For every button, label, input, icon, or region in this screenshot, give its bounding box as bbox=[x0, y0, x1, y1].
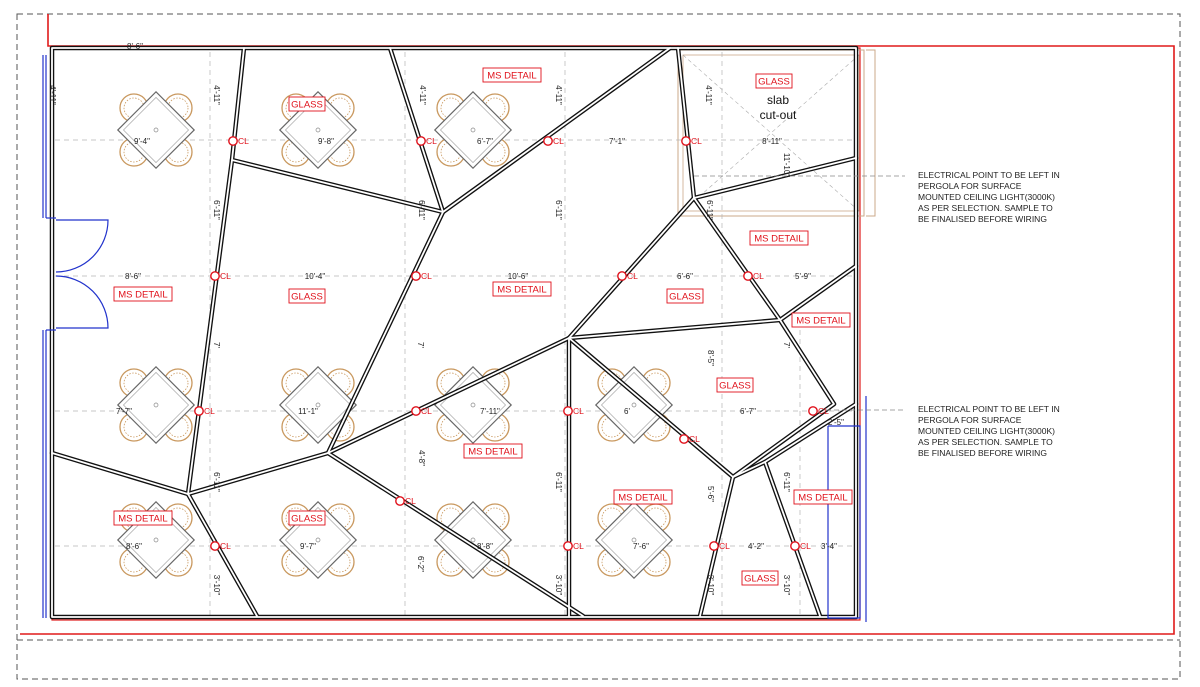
svg-text:MS DETAIL: MS DETAIL bbox=[118, 289, 168, 301]
dimension-label: 11'-1" bbox=[298, 407, 318, 416]
cl-label: CL bbox=[573, 406, 584, 416]
glass-tag bbox=[717, 378, 753, 392]
cl-label: CL bbox=[573, 541, 584, 551]
dimension-label: 2'-5" bbox=[828, 418, 844, 427]
cl-label: CL bbox=[220, 541, 231, 551]
cl-marker-icon bbox=[229, 137, 237, 145]
dimension-label: 7'-6" bbox=[633, 542, 649, 551]
glass-tag bbox=[289, 289, 325, 303]
dimension-label: 6'-11" bbox=[782, 472, 791, 492]
ms-detail-tag bbox=[792, 313, 850, 327]
dimension-label: 4'-11" bbox=[554, 85, 563, 105]
cl-marker-icon bbox=[211, 272, 219, 280]
cl-label: CL bbox=[627, 271, 638, 281]
dimension-label: 6'-11" bbox=[554, 200, 563, 220]
dimension-label: 6'-7" bbox=[477, 137, 493, 146]
dimension-label: 8'-8" bbox=[477, 542, 493, 551]
dimension-label: 7'-11" bbox=[480, 407, 500, 416]
dimension-label: 9'-4" bbox=[134, 137, 150, 146]
cl-label: CL bbox=[719, 541, 730, 551]
cl-marker-icon bbox=[544, 137, 552, 145]
dimension-label: 7' bbox=[416, 342, 425, 348]
dimension-label: 6'-6" bbox=[677, 272, 693, 281]
svg-text:AS PER SELECTION. SAMPLE TO: AS PER SELECTION. SAMPLE TO bbox=[918, 203, 1053, 213]
glass-tag bbox=[667, 289, 703, 303]
dimension-label: 6'-11" bbox=[417, 200, 426, 220]
cl-label: CL bbox=[204, 406, 215, 416]
dimension-label: 6'-7" bbox=[740, 407, 756, 416]
ms-detail-tag bbox=[750, 231, 808, 245]
glass-tag bbox=[756, 74, 792, 88]
cl-label: CL bbox=[421, 271, 432, 281]
svg-text:ELECTRICAL POINT TO BE LEFT IN: ELECTRICAL POINT TO BE LEFT IN bbox=[918, 170, 1060, 180]
dimension-label: 8'-6" bbox=[127, 42, 143, 51]
svg-text:MS DETAIL: MS DETAIL bbox=[798, 492, 848, 504]
cl-marker-icon bbox=[682, 137, 690, 145]
svg-text:MOUNTED CEILING LIGHT(3000K): MOUNTED CEILING LIGHT(3000K) bbox=[918, 192, 1055, 202]
dimension-label: 8'-6" bbox=[125, 272, 141, 281]
cl-label: CL bbox=[405, 496, 416, 506]
svg-text:PERGOLA FOR SURFACE: PERGOLA FOR SURFACE bbox=[918, 415, 1022, 425]
svg-text:BE FINALISED BEFORE WIRING: BE FINALISED BEFORE WIRING bbox=[918, 448, 1047, 458]
dimension-label: 5'-6" bbox=[706, 486, 715, 502]
dimension-label: 10'-4" bbox=[304, 272, 326, 281]
dimension-label: 11'-10" bbox=[782, 152, 791, 178]
cl-marker-icon bbox=[564, 542, 572, 550]
cl-marker-icon bbox=[412, 272, 420, 280]
ms-detail-tag bbox=[114, 511, 172, 525]
dimension-label: 4'-11" bbox=[418, 85, 427, 105]
dimension-label: 3'-10" bbox=[212, 574, 221, 596]
cl-marker-icon bbox=[195, 407, 203, 415]
svg-text:GLASS: GLASS bbox=[291, 99, 323, 111]
svg-text:MS DETAIL: MS DETAIL bbox=[497, 284, 547, 296]
glass-tag bbox=[742, 571, 778, 585]
dimension-label: 6'-11" bbox=[212, 472, 221, 492]
cl-marker-icon bbox=[710, 542, 718, 550]
glass-tag bbox=[289, 97, 325, 111]
svg-text:GLASS: GLASS bbox=[291, 291, 323, 303]
dimension-label: 7' bbox=[212, 342, 221, 348]
svg-text:MS DETAIL: MS DETAIL bbox=[487, 70, 537, 82]
cl-label: CL bbox=[818, 406, 829, 416]
cl-marker-icon bbox=[680, 435, 688, 443]
cl-marker-icon bbox=[744, 272, 752, 280]
electrical-note-1 bbox=[918, 170, 1060, 224]
svg-text:ELECTRICAL POINT TO BE LEFT IN: ELECTRICAL POINT TO BE LEFT IN bbox=[918, 404, 1060, 414]
slab-label-line2: cut-out bbox=[759, 108, 797, 122]
cl-label: CL bbox=[426, 136, 437, 146]
cl-marker-icon bbox=[211, 542, 219, 550]
svg-text:MS DETAIL: MS DETAIL bbox=[468, 446, 518, 458]
cl-marker-icon bbox=[564, 407, 572, 415]
cl-marker-icon bbox=[396, 497, 404, 505]
dimension-label: 7' bbox=[782, 342, 791, 348]
svg-text:GLASS: GLASS bbox=[291, 513, 323, 525]
cl-marker-icon bbox=[618, 272, 626, 280]
cl-label: CL bbox=[800, 541, 811, 551]
svg-text:MS DETAIL: MS DETAIL bbox=[754, 233, 804, 245]
dimension-label: 6'-11" bbox=[212, 200, 221, 220]
cl-label: CL bbox=[553, 136, 564, 146]
glass-tag bbox=[289, 511, 325, 525]
ms-detail-tag bbox=[794, 490, 852, 504]
svg-text:MS DETAIL: MS DETAIL bbox=[118, 513, 168, 525]
svg-text:GLASS: GLASS bbox=[719, 380, 751, 392]
slab-label-line1: slab bbox=[766, 93, 790, 107]
dimension-label: 3'-10" bbox=[782, 574, 791, 596]
ms-detail-tag bbox=[614, 490, 672, 504]
cl-marker-icon bbox=[809, 407, 817, 415]
dimension-label: 4'-11" bbox=[212, 85, 221, 105]
svg-text:MS DETAIL: MS DETAIL bbox=[796, 315, 846, 327]
cl-label: CL bbox=[220, 271, 231, 281]
cl-marker-icon bbox=[412, 407, 420, 415]
dimension-label: 4'-11" bbox=[704, 85, 713, 105]
dimension-label: 8'-6" bbox=[126, 542, 142, 551]
cl-markers bbox=[195, 136, 829, 551]
ms-detail-tag bbox=[483, 68, 541, 82]
dimension-label: 5'-9" bbox=[795, 272, 811, 281]
svg-text:MOUNTED CEILING LIGHT(3000K): MOUNTED CEILING LIGHT(3000K) bbox=[918, 426, 1055, 436]
cl-label: CL bbox=[421, 406, 432, 416]
cl-label: CL bbox=[753, 271, 764, 281]
dimension-label: 7'-7" bbox=[116, 407, 132, 416]
svg-text:BE FINALISED BEFORE WIRING: BE FINALISED BEFORE WIRING bbox=[918, 214, 1047, 224]
dimension-label: 4'-8" bbox=[417, 450, 426, 466]
svg-text:AS PER SELECTION. SAMPLE TO: AS PER SELECTION. SAMPLE TO bbox=[918, 437, 1053, 447]
cl-label: CL bbox=[691, 136, 702, 146]
electrical-note-2 bbox=[918, 404, 1060, 458]
dimension-label: 3'-10" bbox=[554, 574, 563, 596]
dimension-label: 6' bbox=[624, 407, 630, 416]
dimension-label: 10'-6" bbox=[507, 272, 529, 281]
dimension-label: 8'-11" bbox=[762, 137, 782, 146]
svg-text:GLASS: GLASS bbox=[669, 291, 701, 303]
ms-detail-tag bbox=[114, 287, 172, 301]
dimension-label: 9'-8" bbox=[318, 137, 334, 146]
dimension-label: 6'-11" bbox=[705, 200, 714, 220]
svg-text:GLASS: GLASS bbox=[744, 573, 776, 585]
dimension-label: 9'-7" bbox=[300, 542, 316, 551]
dimension-label: 3'-4" bbox=[821, 542, 837, 551]
dimension-label: 6'-11" bbox=[554, 472, 563, 492]
svg-text:GLASS: GLASS bbox=[758, 76, 790, 88]
dimension-label: 4'-11" bbox=[48, 85, 57, 105]
dimension-label: 3'-10" bbox=[706, 574, 715, 596]
cl-marker-icon bbox=[417, 137, 425, 145]
svg-text:MS DETAIL: MS DETAIL bbox=[618, 492, 668, 504]
dimension-label: 6'-2" bbox=[416, 556, 425, 572]
dimension-label: 7'-1" bbox=[609, 137, 625, 146]
cl-label: CL bbox=[238, 136, 249, 146]
ms-detail-tag bbox=[493, 282, 551, 296]
dimension-label: 4'-2" bbox=[748, 542, 764, 551]
cl-marker-icon bbox=[791, 542, 799, 550]
ms-detail-tag bbox=[464, 444, 522, 458]
dimension-label: 8'-5" bbox=[706, 350, 715, 366]
cl-label: CL bbox=[689, 434, 700, 444]
svg-text:PERGOLA FOR SURFACE: PERGOLA FOR SURFACE bbox=[918, 181, 1022, 191]
